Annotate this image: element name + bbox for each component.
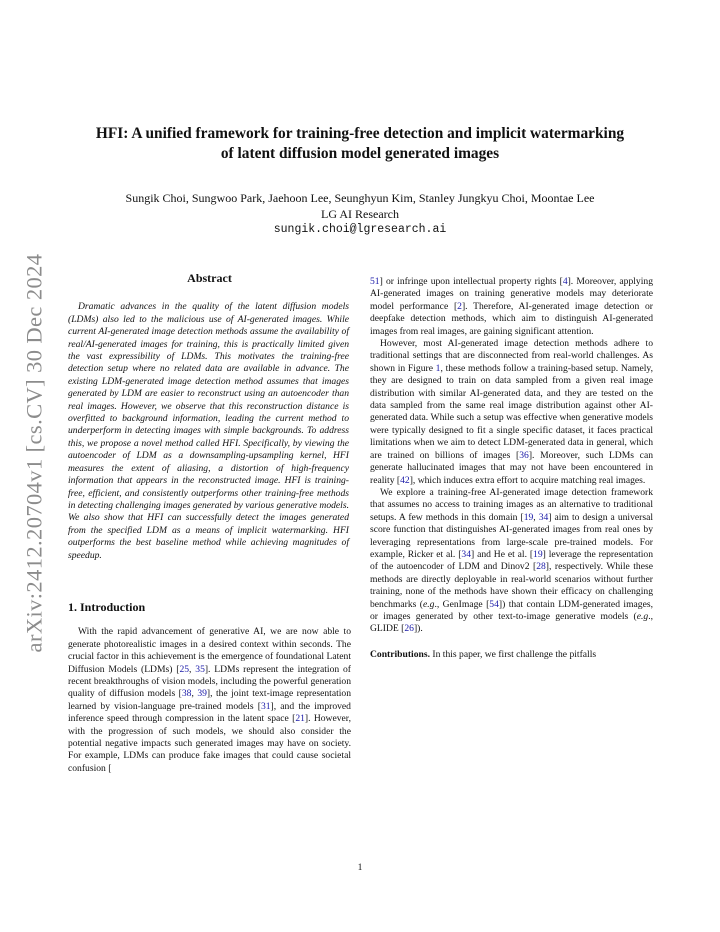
citation-link[interactable]: 34 <box>461 548 471 560</box>
text-span: ]) that contain LDM-generated images, or images generated by other text-to-image generative models ( <box>370 598 653 622</box>
title-line-2: of latent diffusion model generated images <box>220 145 500 162</box>
citation-link[interactable]: 19 <box>523 511 534 523</box>
page-number: 1 <box>357 862 363 873</box>
arxiv-stamp <box>19 248 49 658</box>
eg-italic: e.g <box>636 610 649 622</box>
citation-link[interactable]: 25 <box>179 663 190 675</box>
text-span: ]. Therefore, AI-generated image detection or deepfake detection methods, which aim to distinguish AI-generated images from real images, are gaining significant attention. <box>370 300 653 337</box>
text-span: ., GenImage [ <box>434 598 490 610</box>
abstract-text: Dramatic advances in the quality of the latent diffusion models (LDMs) also led to the malicious use of AI-generated images. While current AI-generated image detection methods assume the availability of real/AI-generated images for training, this is practically limited given the vast expressibility of LDMs. This motivates the training-free detection setup where no related data are available in advance. The existing LDM-generated image detection method assumes that images generated by LDM are easier to reconstruct using an autoencoder than real images. However, we observe that this reconstruction distance is overfitted to background information, leading the current method to underperform in detecting images with simple backgrounds. To address this, we propose a novel method called HFI. Specifically, by viewing the autoencoder of LDM as a downsampling-upsampling kernel, HFI measures the extent of aliasing, a distortion of high-frequency information that appears in the reconstructed image. HFI is training-free, efficient, and consistently outperforms other training-free methods in detecting challenging images generated by various generative models. We also show that HFI can successfully detect the images generated from the specified LDM as a means of implicit watermarking. HFI outperforms the best baseline method while achieving magnitudes of speedup. <box>68 301 349 561</box>
text-span: ]. LDMs represent the integration of recent breakthroughs of vision models, including the powerful generation quality of diffusion models [ <box>68 663 351 700</box>
text-span: ] or infringe upon intellectual property rights [ <box>379 276 563 287</box>
intro-paragraph-1-continued <box>370 276 653 338</box>
text-span: , <box>533 511 539 523</box>
intro-paragraph-2 <box>370 338 653 487</box>
text-span: ]. Moreover, such LDMs can generate hallucinated images that may not have been encountered in reality [ <box>370 449 653 486</box>
text-span: ], and the improved inference speed through compression in the latent space [ <box>68 700 351 725</box>
abstract-heading: Abstract <box>187 271 232 285</box>
citation-link[interactable]: 21 <box>295 713 305 725</box>
figure-link[interactable]: 1 <box>435 362 441 374</box>
text-span: ] and He et al. [ <box>471 548 534 560</box>
text-span: , <box>191 688 198 700</box>
author-email: sungik.choi@lgresearch.ai <box>273 223 447 236</box>
text-span: ]. Moreover, applying AI-generated images on training generative models may deteriorate model performance [ <box>370 276 653 312</box>
citation-link[interactable]: 39 <box>197 688 207 700</box>
author-list: Sungik Choi, Sungwoo Park, Jaehoon Lee, Seunghyun Kim, Stanley Jungkyu Choi, Moontae Lee <box>125 191 595 205</box>
text-span: ], the joint text-image representation learned by vision-language pre-trained models [ <box>68 688 352 712</box>
arxiv-id: arXiv:2412.20704v1 [cs.CV] 30 Dec 2024 <box>21 253 47 653</box>
intro-paragraph-1 <box>68 626 351 775</box>
text-span: , <box>189 663 196 675</box>
citation-link[interactable]: 54 <box>489 598 499 610</box>
author-block <box>60 191 660 238</box>
citation-link[interactable]: 4 <box>562 276 568 287</box>
contributions-text: In this paper, we first challenge the pitfalls <box>429 648 597 660</box>
citation-link[interactable]: 34 <box>538 511 549 523</box>
contributions-label: Contributions. <box>370 648 430 660</box>
text-span: With the rapid advancement of generative AI, we are now able to generate photorealistic images in a desired context within seconds. The crucial factor in this achievement is the emergence of foundational Latent Diffusion Models (LDMs) [ <box>68 626 351 675</box>
citation-link[interactable]: 2 <box>457 300 462 312</box>
introduction-heading: 1. Introduction <box>68 599 146 614</box>
text-span: ]. However, with the progression of such models, we should also consider the potential negative impacts such generated images may have on society. For example, LDMs can produce fake images that could cause societal confusion [ <box>68 713 351 774</box>
citation-link[interactable]: 28 <box>536 561 546 573</box>
citation-link[interactable]: 19 <box>533 548 543 560</box>
abstract-body <box>68 301 351 562</box>
right-column <box>370 276 653 661</box>
citation-link[interactable]: 42 <box>400 474 410 486</box>
affiliation: LG AI Research <box>321 206 399 221</box>
intro-paragraph-3 <box>370 487 653 636</box>
text-span: ] aim to design a universal score function that distinguishes AI-generated images from real ones by leveraging representations from large-scale pre-trained models. For example, Ricker et al. [ <box>370 511 653 560</box>
text-span: ], respectively. While these methods are directly deployable in real-world scenarios without further training, none of the methods have shown their efficacy on challenging benchmarks ( <box>370 561 653 610</box>
citation-link[interactable]: 38 <box>181 688 192 700</box>
contributions-paragraph <box>370 649 653 661</box>
text-span: We explore a training-free AI-generated image detection framework that assumes no access to training images as an alternative to traditional setups. A few methods in this domain [ <box>370 486 653 523</box>
text-span: ] leverage the representation of the autoencoder of LDM and Dinov2 [ <box>370 548 653 573</box>
eg-italic: e.g <box>422 598 435 610</box>
citation-link[interactable]: 26 <box>404 623 414 635</box>
title-line-1: HFI: A unified framework for training-free detection and implicit watermarking <box>95 125 625 142</box>
text-span: ., GLIDE [ <box>370 610 653 635</box>
citation-link[interactable]: 36 <box>519 449 529 461</box>
left-column <box>68 272 351 775</box>
paper-title <box>60 124 660 164</box>
text-span: However, most AI-generated image detection methods adhere to traditional settings that are disconnected from real-world challenges. As shown in Figure <box>370 338 653 374</box>
citation-link[interactable]: 31 <box>260 700 271 712</box>
citation-link[interactable]: 35 <box>195 663 205 675</box>
citation-link[interactable]: 51 <box>370 276 380 287</box>
text-span: , these methods follow a training-based setup. Namely, they are designed to train on data sampled from a given real image distribution with similar AI-generated data, and they are tested on the data sampled from the same real image distribution against other AI-generated data. While such a setup was effective when generative models were typically designed to fit a single specific dataset, it faces practical limitations when we aim to detect LDM-generated data in general, which are trained on billions of images [ <box>370 362 653 461</box>
text-span: ], which induces extra effort to acquire matching real images. <box>409 474 646 486</box>
text-span: ]). <box>413 623 423 635</box>
